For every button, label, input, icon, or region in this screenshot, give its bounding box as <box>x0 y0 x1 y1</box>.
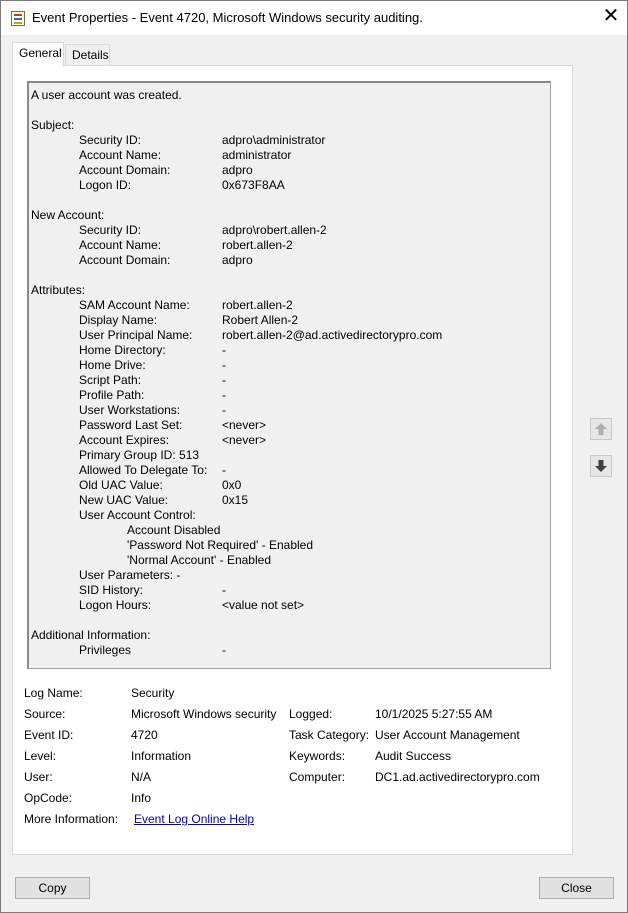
log-name-label: Log Name: <box>24 686 83 700</box>
arrow-up-icon <box>594 422 608 436</box>
description-line: User Workstations: <box>79 403 181 417</box>
description-value: 0x673F8AA <box>222 178 285 192</box>
description-line: User Principal Name: <box>79 328 193 342</box>
description-line: Account Domain: <box>79 253 171 267</box>
computer-value: DC1.ad.activedirectorypro.com <box>375 770 540 784</box>
description-value: - <box>222 373 226 387</box>
close-button[interactable]: Close <box>539 877 614 899</box>
title-bar <box>1 1 627 35</box>
description-value: Robert Allen-2 <box>222 313 299 327</box>
event-description-box[interactable] <box>27 81 551 669</box>
description-value: 0x15 <box>222 493 249 507</box>
description-value: <never> <box>222 418 267 432</box>
description-value: robert.allen-2 <box>222 238 293 252</box>
description-line: Privileges <box>79 643 132 657</box>
more-information-label: More Information: <box>24 812 119 826</box>
close-window-button[interactable]: ✕ <box>602 5 620 27</box>
arrow-down-icon <box>594 459 608 473</box>
event-id-label: Event ID: <box>24 728 74 742</box>
description-line: Account Name: <box>79 148 162 162</box>
description-value: robert.allen-2@ad.activedirectorypro.com <box>222 328 443 342</box>
event-viewer-icon <box>11 11 25 26</box>
description-line: Password Last Set: <box>79 418 183 432</box>
tab-details[interactable]: Details <box>65 44 110 66</box>
description-line: SAM Account Name: <box>79 298 190 312</box>
description-line: Logon ID: <box>79 178 132 192</box>
description-line: Account Expires: <box>79 433 170 447</box>
description-line: 'Normal Account' - Enabled <box>127 553 271 567</box>
description-value: <value not set> <box>222 598 305 612</box>
description-value: - <box>222 388 226 402</box>
description-line: Primary Group ID: 513 <box>79 448 200 462</box>
general-tab-panel <box>12 65 573 855</box>
level-value: Information <box>131 749 192 763</box>
description-value: adpro\administrator <box>222 133 326 147</box>
description-line: Old UAC Value: <box>79 478 163 492</box>
description-line: Allowed To Delegate To: <box>79 463 208 477</box>
description-value: - <box>222 463 226 477</box>
description-value: - <box>222 583 226 597</box>
description-value: adpro <box>222 163 253 177</box>
description-line: Script Path: <box>79 373 142 387</box>
description-line: Display Name: <box>79 313 158 327</box>
description-value: adpro <box>222 253 253 267</box>
tab-general[interactable]: General <box>12 42 64 67</box>
computer-label: Computer: <box>289 770 346 784</box>
description-value: <never> <box>222 433 267 447</box>
description-line: SID History: <box>79 583 144 597</box>
description-value: - <box>222 643 226 657</box>
description-line: Home Directory: <box>79 343 166 357</box>
description-line: Subject: <box>31 118 75 132</box>
description-value: 0x0 <box>222 478 242 492</box>
description-line: Security ID: <box>79 223 142 237</box>
description-value: adpro\robert.allen-2 <box>222 223 327 237</box>
logged-value: 10/1/2025 5:27:55 AM <box>375 707 493 721</box>
copy-button[interactable]: Copy <box>15 877 90 899</box>
user-label: User: <box>24 770 53 784</box>
description-line: Logon Hours: <box>79 598 152 612</box>
description-value: - <box>222 403 226 417</box>
keywords-value: Audit Success <box>375 749 452 763</box>
description-line: Attributes: <box>31 283 86 297</box>
description-line: Account Domain: <box>79 163 171 177</box>
description-line: User Parameters: - <box>79 568 181 582</box>
opcode-value: Info <box>131 791 152 805</box>
keywords-label: Keywords: <box>289 749 346 763</box>
description-line: Account Disabled <box>127 523 221 537</box>
event-id-value: 4720 <box>131 728 158 742</box>
description-line: User Account Control: <box>79 508 196 522</box>
next-event-button[interactable] <box>590 455 612 477</box>
description-value: robert.allen-2 <box>222 298 293 312</box>
previous-event-button[interactable] <box>590 418 612 440</box>
description-line: Profile Path: <box>79 388 145 402</box>
window-title: Event Properties - Event 4720, Microsoft Windows security auditing. <box>32 10 423 25</box>
description-value: - <box>222 358 226 372</box>
log-name-value: Security <box>131 686 175 700</box>
opcode-label: OpCode: <box>24 791 73 805</box>
task-category-value: User Account Management <box>375 728 520 742</box>
level-label: Level: <box>24 749 57 763</box>
description-line: New UAC Value: <box>79 493 169 507</box>
description-line: A user account was created. <box>31 88 182 102</box>
description-line: Additional Information: <box>31 628 151 642</box>
description-line: Account Name: <box>79 238 162 252</box>
description-line: Security ID: <box>79 133 142 147</box>
event-log-online-help-link[interactable]: Event Log Online Help <box>134 812 255 826</box>
task-category-label: Task Category: <box>289 728 370 742</box>
description-value: administrator <box>222 148 292 162</box>
description-line: Home Drive: <box>79 358 146 372</box>
description-value: - <box>222 343 226 357</box>
logged-label: Logged: <box>289 707 333 721</box>
user-value: N/A <box>131 770 152 784</box>
description-line: New Account: <box>31 208 105 222</box>
source-label: Source: <box>24 707 66 721</box>
description-line: 'Password Not Required' - Enabled <box>127 538 314 552</box>
source-value: Microsoft Windows security <box>131 707 277 721</box>
